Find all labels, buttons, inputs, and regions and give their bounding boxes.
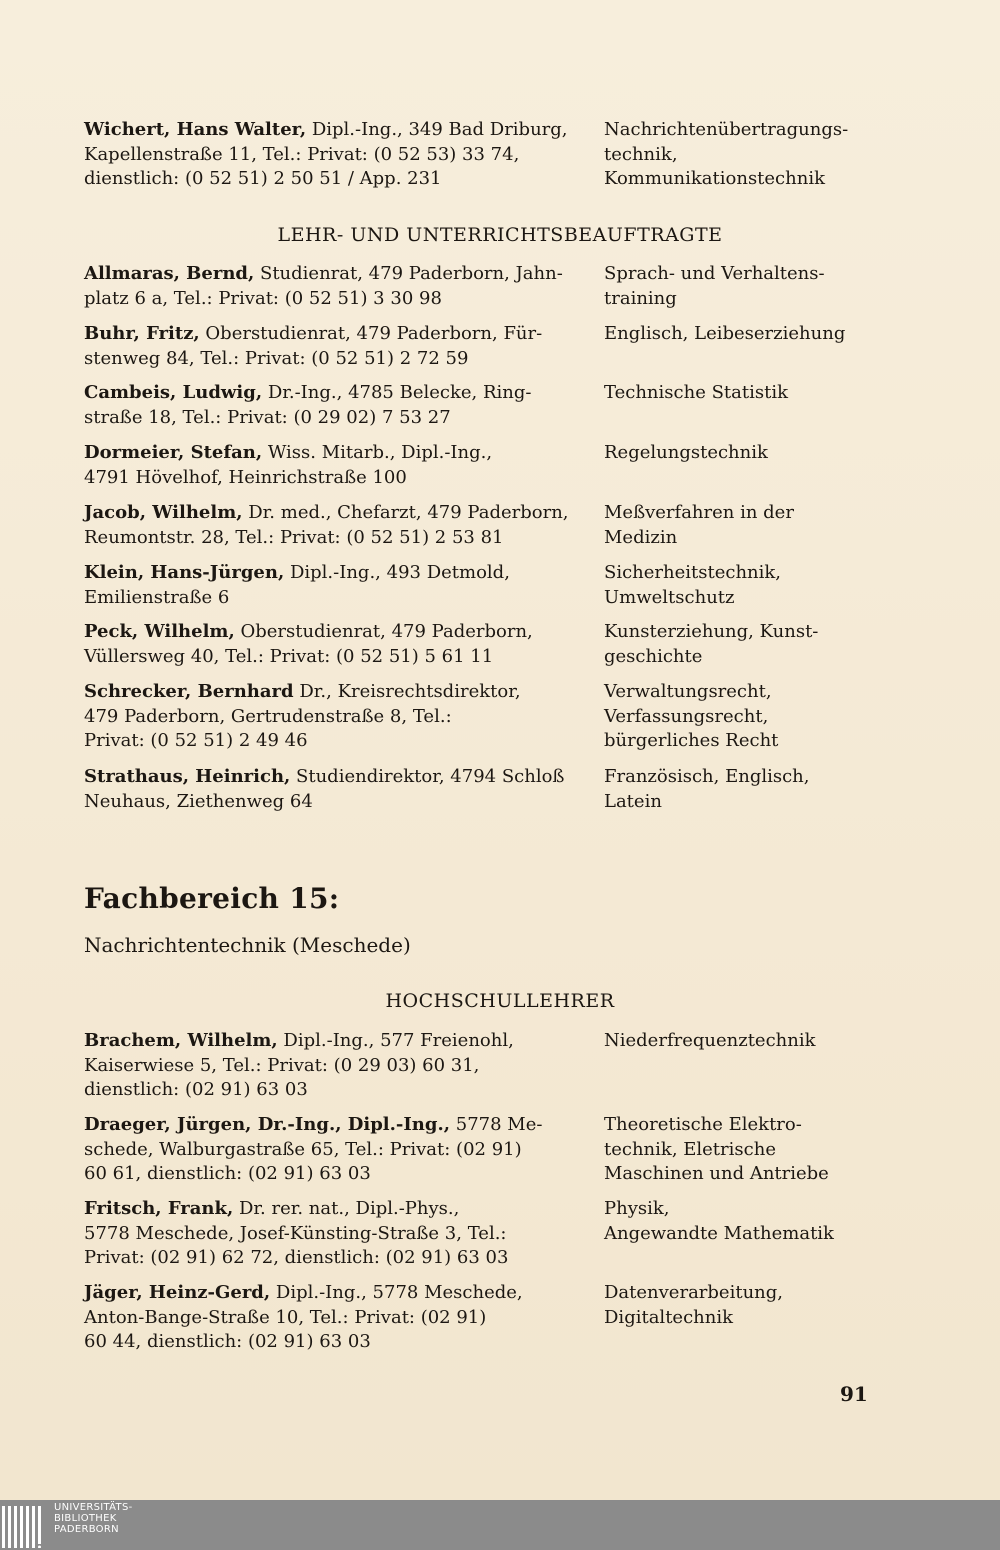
entry-details — [84, 501, 576, 550]
entry-details — [84, 765, 576, 814]
subject-line: Angewandte Mathematik — [604, 1222, 834, 1244]
entry-name: Cambeis, Ludwig, — [84, 382, 263, 403]
entry-subject — [604, 1197, 904, 1246]
entry-line: 479 Paderborn, Gertrudenstraße 8, Tel.: — [84, 705, 452, 727]
entry-line: 60 44, dienstlich: (02 91) 63 03 — [84, 1331, 371, 1352]
subject-line: Englisch, Leibeserziehung — [604, 323, 846, 344]
subject-line: Niederfrequenztechnik — [604, 1030, 816, 1051]
subject-line: Medizin — [604, 526, 678, 548]
entry-subject — [604, 765, 904, 814]
entry-name: Jacob, Wilhelm, — [84, 502, 243, 523]
subject-line: Sprach- und Verhaltens- — [604, 263, 825, 284]
entry-line: Dipl.-Ing., 349 Bad Driburg, — [306, 119, 568, 140]
subject-line: technik, Eletrische — [604, 1138, 776, 1160]
subject-line: Latein — [604, 790, 662, 812]
entry-name: Klein, Hans-Jürgen, — [84, 562, 285, 583]
fachbereich-title: Fachbereich 15: — [84, 882, 340, 915]
entry-name: Buhr, Fritz, — [84, 323, 200, 344]
subject-line: Nachrichtenübertragungs- — [604, 119, 849, 140]
entry-details — [84, 1281, 576, 1355]
entry-subject — [604, 381, 904, 406]
subject-line: Meßverfahren in der — [604, 502, 794, 523]
entry-details — [84, 620, 576, 669]
entry-subject — [604, 262, 904, 311]
entry-line: Dipl.-Ing., 577 Freienohl, — [277, 1030, 514, 1051]
library-logo-icon — [2, 1506, 46, 1548]
subject-line: technik, — [604, 143, 678, 165]
entry-subject — [604, 1029, 904, 1054]
entry-details — [84, 1029, 576, 1103]
entry-line: straße 18, Tel.: Privat: (0 29 02) 7 53 27 — [84, 406, 451, 428]
subject-line: Kommunikationstechnik — [604, 168, 825, 189]
entry-line: 5778 Me- — [450, 1114, 543, 1135]
library-footer — [0, 1500, 1000, 1550]
entry-line: schede, Walburgastraße 65, Tel.: Privat: (02 91) — [84, 1138, 522, 1160]
entry-subject — [604, 118, 904, 192]
logo-text-line: UNIVERSITÄTS- — [54, 1502, 133, 1513]
entry-details — [84, 118, 576, 192]
logo-text-line: BIBLIOTHEK — [54, 1513, 117, 1524]
entry-name: Brachem, Wilhelm, — [84, 1030, 278, 1051]
entry-line: Dr. med., Chefarzt, 479 Paderborn, — [242, 502, 569, 523]
subject-line: training — [604, 287, 677, 309]
entry-details — [84, 262, 576, 311]
subject-line: Physik, — [604, 1198, 670, 1219]
page-number: 91 — [840, 1382, 868, 1406]
subject-line: Umweltschutz — [604, 586, 735, 608]
entry-line: Privat: (0 52 51) 2 49 46 — [84, 730, 308, 751]
entry-subject — [604, 441, 904, 466]
entry-name: Wichert, Hans Walter, — [84, 119, 307, 140]
entry-line: Studiendirektor, 4794 Schloß — [290, 766, 565, 787]
subject-line: Kunsterziehung, Kunst- — [604, 621, 819, 642]
entry-name: Peck, Wilhelm, — [84, 621, 235, 642]
entry-line: Anton-Bange-Straße 10, Tel.: Privat: (02 91) — [84, 1306, 487, 1328]
entry-line: Kapellenstraße 11, Tel.: Privat: (0 52 53) 33 74, — [84, 143, 520, 165]
entry-details — [84, 561, 576, 610]
entry-name: Fritsch, Frank, — [84, 1198, 234, 1219]
entry-line: platz 6 a, Tel.: Privat: (0 52 51) 3 30 98 — [84, 287, 442, 309]
entry-subject — [604, 501, 904, 550]
entry-line: Oberstudienrat, 479 Paderborn, — [234, 621, 533, 642]
entry-subject — [604, 1281, 904, 1330]
entry-details — [84, 441, 576, 490]
entry-line: Wiss. Mitarb., Dipl.-Ing., — [262, 442, 493, 463]
entry-name: Strathaus, Heinrich, — [84, 766, 291, 787]
entry-line: Privat: (02 91) 62 72, dienstlich: (02 91) 63 03 — [84, 1247, 509, 1268]
entry-line: Oberstudienrat, 479 Paderborn, Für- — [199, 323, 543, 344]
entry-line: Dipl.-Ing., 5778 Meschede, — [270, 1282, 523, 1303]
entry-line: dienstlich: (0 52 51) 2 50 51 / App. 231 — [84, 168, 442, 189]
entry-line: Studienrat, 479 Paderborn, Jahn- — [254, 263, 563, 284]
entry-details — [84, 322, 576, 371]
entry-line: dienstlich: (02 91) 63 03 — [84, 1079, 308, 1100]
entry-subject — [604, 680, 904, 754]
entry-details — [84, 680, 576, 754]
entry-name: Allmaras, Bernd, — [84, 263, 255, 284]
subject-line: bürgerliches Recht — [604, 730, 779, 751]
entry-line: Dipl.-Ing., 493 Detmold, — [284, 562, 510, 583]
entry-details — [84, 1113, 576, 1187]
entry-subject — [604, 561, 904, 610]
entry-name: Dormeier, Stefan, — [84, 442, 263, 463]
logo-text-line: PADERBORN — [54, 1524, 119, 1535]
subject-line: Digitaltechnik — [604, 1306, 734, 1328]
entry-line: Reumontstr. 28, Tel.: Privat: (0 52 51) 2 53 81 — [84, 526, 504, 548]
subject-line: Verfassungsrecht, — [604, 705, 769, 727]
section-heading-lehrbeauftragte: LEHR- UND UNTERRICHTSBEAUFTRAGTE — [277, 224, 723, 246]
subject-line: Theoretische Elektro- — [604, 1114, 802, 1135]
subject-line: Französisch, Englisch, — [604, 766, 810, 787]
fachbereich-subtitle: Nachrichtentechnik (Meschede) — [84, 933, 411, 957]
entry-subject — [604, 322, 904, 347]
entry-subject — [604, 620, 904, 669]
subject-line: geschichte — [604, 645, 703, 667]
entry-line: Vüllersweg 40, Tel.: Privat: (0 52 51) 5 61 11 — [84, 645, 494, 667]
subject-line: Verwaltungsrecht, — [604, 681, 772, 702]
entry-line: 5778 Meschede, Josef-Künsting-Straße 3, Tel.: — [84, 1222, 507, 1244]
entry-line: 60 61, dienstlich: (02 91) 63 03 — [84, 1163, 371, 1184]
entry-line: Emilienstraße 6 — [84, 586, 230, 608]
entry-line: stenweg 84, Tel.: Privat: (0 52 51) 2 72 59 — [84, 347, 469, 369]
entry-line: Neuhaus, Ziethenweg 64 — [84, 790, 313, 812]
entry-details — [84, 381, 576, 430]
entry-name: Draeger, Jürgen, Dr.-Ing., Dipl.-Ing., — [84, 1114, 451, 1135]
library-logo-text — [54, 1502, 133, 1535]
subject-line: Datenverarbeitung, — [604, 1282, 783, 1303]
subject-line: Technische Statistik — [604, 382, 788, 403]
entry-name: Schrecker, Bernhard — [84, 681, 294, 702]
section-heading-hochschullehrer: HOCHSCHULLEHRER — [385, 990, 615, 1012]
entry-line: Kaiserwiese 5, Tel.: Privat: (0 29 03) 60 31, — [84, 1054, 480, 1076]
entry-name: Jäger, Heinz-Gerd, — [84, 1282, 271, 1303]
entry-line: 4791 Hövelhof, Heinrichstraße 100 — [84, 466, 407, 488]
subject-line: Sicherheitstechnik, — [604, 562, 782, 583]
entry-details — [84, 1197, 576, 1271]
subject-line: Regelungstechnik — [604, 442, 768, 463]
entry-line: Dr. rer. nat., Dipl.-Phys., — [233, 1198, 460, 1219]
entry-subject — [604, 1113, 904, 1187]
subject-line: Maschinen und Antriebe — [604, 1163, 829, 1184]
entry-line: Dr., Kreisrechtsdirektor, — [293, 681, 521, 702]
entry-line: Dr.-Ing., 4785 Belecke, Ring- — [262, 382, 532, 403]
